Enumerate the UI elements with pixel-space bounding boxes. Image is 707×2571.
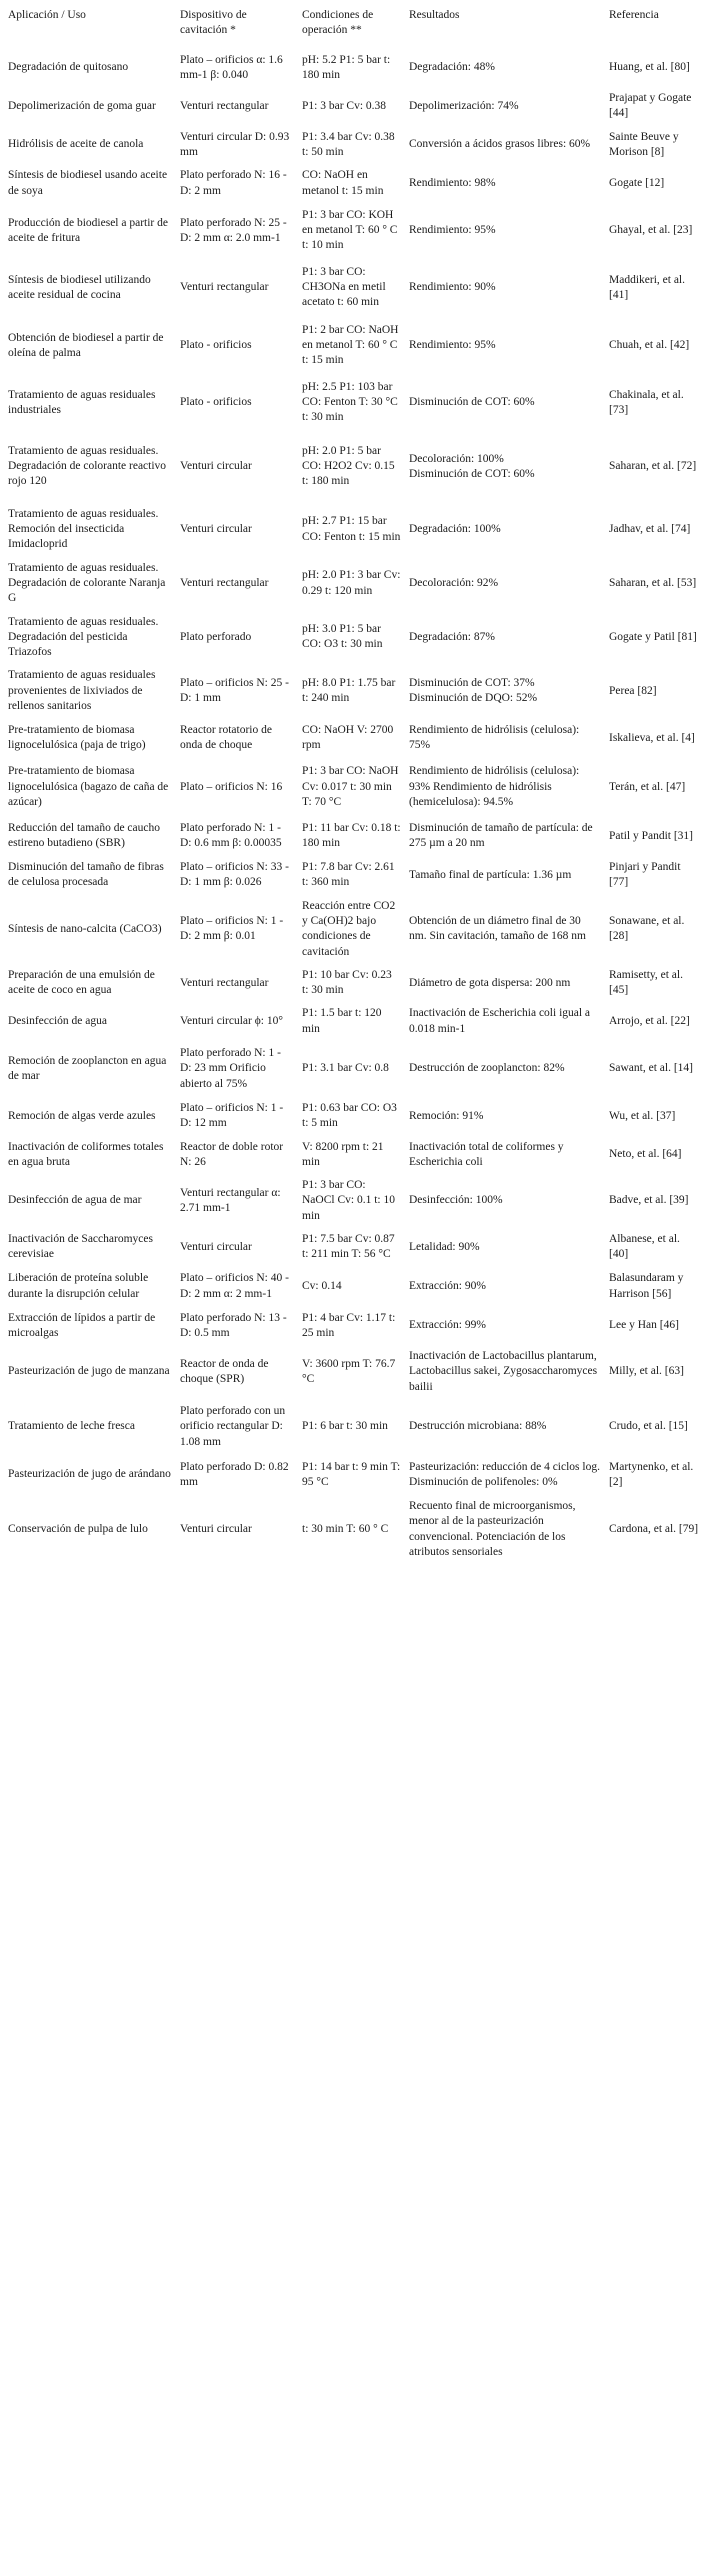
- cell-results: Depolimerización: 74%: [409, 99, 519, 112]
- cell-device: Plato – orificios N: 16: [180, 780, 283, 793]
- cell-reference: Chakinala, et al. [73]: [609, 388, 684, 416]
- cell-reference: Patil y Pandit [31]: [609, 829, 694, 842]
- cell-conditions: P1: 3 bar Cv: 0.38: [302, 99, 387, 112]
- cell-application: Degradación de quitosano: [8, 61, 129, 74]
- cell-reference: Terán, et al. [47]: [609, 780, 686, 793]
- cell-device: Venturi circular D: 0.93 mm: [180, 130, 290, 158]
- cell-device: Plato – orificios N: 33 - D: 1 mm β: 0.026: [180, 861, 289, 889]
- cell-device: Plato perforado N: 13 - D: 0.5 mm: [180, 1311, 287, 1339]
- cell-results: Recuento final de microorganismos, menor al de la pasteurización convencional. Potenciación de los atributos sensoriales: [409, 1499, 576, 1558]
- cell-results: Rendimiento de hidrólisis (celulosa): 93% Rendimiento de hidrólisis (hemicelulosa): 94.5%: [409, 765, 580, 808]
- cell-application: Pre-tratamiento de biomasa lignocelulósica (bagazo de caña de azúcar): [8, 765, 169, 808]
- cell-reference: Sainte Beuve y Morison [8]: [609, 130, 679, 158]
- table-row: [4, 758, 703, 816]
- table-row: [4, 1174, 703, 1228]
- cell-application: Remoción de algas verde azules: [8, 1109, 156, 1122]
- cell-device: Plato perforado D: 0.82 mm: [180, 1460, 289, 1488]
- cell-application: Síntesis de nano-calcita (CaCO3): [8, 922, 162, 935]
- cell-device: Venturi circular: [180, 523, 252, 536]
- table-row: [4, 1097, 703, 1136]
- cell-application: Conservación de pulpa de lulo: [8, 1522, 148, 1535]
- cell-reference: Chuah, et al. [42]: [609, 339, 690, 352]
- cell-conditions: V: 3600 rpm T: 76.7 °C: [302, 1357, 396, 1386]
- cell-application: Extracción de lípidos a partir de microalgas: [8, 1311, 156, 1339]
- cell-reference: Sawant, et al. [14]: [609, 1062, 693, 1075]
- cell-conditions: P1: 10 bar Cv: 0.23 t: 30 min: [302, 968, 392, 997]
- cell-reference: Arrojo, et al. [22]: [609, 1015, 690, 1028]
- cell-reference: Prajapat y Gogate [44]: [609, 92, 692, 120]
- table-row: [4, 1495, 703, 1564]
- table-row: [4, 126, 703, 165]
- cell-conditions: CO: NaOH V: 2700 rpm: [302, 723, 394, 752]
- table-row: [4, 49, 703, 88]
- table-row: [4, 375, 703, 431]
- cell-results: [405, 431, 605, 503]
- cell-device: Plato perforado: [180, 630, 252, 643]
- cell-application: Tratamiento de aguas residuales. Degradación de colorante Naranja G: [8, 561, 166, 605]
- cell-device: Reactor de doble rotor N: 26: [180, 1140, 284, 1168]
- cell-results: Obtención de un diámetro final de 30 nm. Sin cavitación, tamaño de 168 nm: [409, 915, 586, 943]
- cell-results: Extracción: 99%: [409, 1319, 486, 1332]
- cell-application: Síntesis de biodiesel usando aceite de soya: [8, 169, 168, 197]
- cell-conditions: P1: 3 bar CO: NaOCl Cv: 0.1 t: 10 min: [302, 1179, 395, 1222]
- cell-conditions: pH: 5.2 P1: 5 bar t: 180 min: [302, 53, 391, 81]
- cell-device: Venturi rectangular: [180, 281, 269, 294]
- cell-results: Disminución de COT: 60%: [409, 396, 535, 409]
- cell-conditions: t: 30 min T: 60 ° C: [302, 1522, 389, 1535]
- table-row: [4, 718, 703, 758]
- cell-device: Plato perforado N: 1 - D: 23 mm Orificio abierto al 75%: [180, 1047, 281, 1090]
- cell-results: Rendimiento: 90%: [409, 281, 496, 294]
- cell-conditions: P1: 3.4 bar Cv: 0.38 t: 50 min: [302, 130, 395, 158]
- table-row: [4, 1002, 703, 1041]
- cell-device: Plato – orificios α: 1.6 mm-1 β: 0.040: [180, 53, 283, 81]
- cell-reference: Gogate [12]: [609, 176, 665, 189]
- cell-device: Venturi circular: [180, 460, 252, 473]
- cell-application: Remoción de zooplancton en agua de mar: [8, 1054, 167, 1082]
- cell-device: Venturi circular: [180, 1522, 252, 1535]
- cell-results: Inactivación de Escherichia coli igual a 0.018 min-1: [409, 1007, 591, 1035]
- cell-application: Pasteurización de jugo de manzana: [8, 1365, 170, 1378]
- cell-conditions: pH: 8.0 P1: 1.75 bar t: 240 min: [302, 676, 396, 705]
- cell-application: Liberación de proteína soluble durante la disrupción celular: [8, 1272, 149, 1300]
- cell-application: Tratamiento de aguas residuales. Degradación de colorante reactivo rojo 120: [8, 444, 167, 488]
- cavitation-applications-table: [4, 4, 703, 1564]
- cell-application: Hidrólisis de aceite de canola: [8, 138, 144, 151]
- table-row: [4, 317, 703, 375]
- cell-conditions: P1: 1.5 bar t: 120 min: [302, 1007, 382, 1035]
- cell-reference: Lee y Han [46]: [609, 1319, 679, 1332]
- cell-application: Desinfección de agua: [8, 1015, 107, 1028]
- cell-conditions: Cv: 0.14: [302, 1279, 342, 1292]
- table-row: [4, 557, 703, 611]
- cell-conditions: P1: 3 bar CO: NaOH Cv: 0.017 t: 30 min T: 70 °C: [302, 765, 399, 808]
- cell-application: Tratamiento de aguas residuales. Remoción del insecticida Imidacloprid: [8, 507, 159, 551]
- cell-results: [405, 664, 605, 718]
- table-row: [4, 964, 703, 1003]
- table-row: [4, 431, 703, 503]
- table-row: [4, 1307, 703, 1346]
- cell-reference: Balasundaram y Harrison [56]: [609, 1272, 684, 1300]
- cell-reference: Ghayal, et al. [23]: [609, 224, 693, 237]
- table-row: [4, 1267, 703, 1307]
- cell-application: Inactivación de Saccharomyces cerevisiae: [8, 1232, 153, 1261]
- cell-conditions: V: 8200 rpm t: 21 min: [302, 1140, 384, 1168]
- cell-application: Tratamiento de aguas residuales industriales: [8, 388, 156, 416]
- cell-reference: Saharan, et al. [53]: [609, 576, 697, 589]
- table-body: [4, 49, 703, 1565]
- table-row: [4, 164, 703, 203]
- cell-conditions: pH: 3.0 P1: 5 bar CO: O3 t: 30 min: [302, 623, 383, 651]
- header-results: Resultados: [409, 9, 460, 21]
- cell-conditions: P1: 11 bar Cv: 0.18 t: 180 min: [302, 821, 401, 850]
- cell-results: Letalidad: 90%: [409, 1240, 480, 1253]
- cell-application: Disminución del tamaño de fibras de celulosa procesada: [8, 861, 164, 889]
- cell-reference: Albanese, et al. [40]: [609, 1232, 680, 1261]
- cell-reference: Sonawane, et al. [28]: [609, 915, 685, 943]
- table-row: [4, 1345, 703, 1399]
- cell-reference: Maddikeri, et al. [41]: [609, 273, 686, 301]
- cell-results: Inactivación de Lactobacillus plantarum, Lactobacillus sakei, Zygosaccharomyces bailii: [409, 1350, 598, 1393]
- cell-conditions: P1: 3.1 bar Cv: 0.8: [302, 1062, 389, 1075]
- cell-device: Reactor de onda de choque (SPR): [180, 1357, 269, 1386]
- cell-reference: Neto, et al. [64]: [609, 1148, 682, 1161]
- cell-device: Plato - orificios: [180, 339, 252, 352]
- cell-device: Plato perforado N: 1 - D: 0.6 mm β: 0.00035: [180, 821, 282, 850]
- table-row: [4, 87, 703, 126]
- cell-conditions: P1: 3 bar CO: KOH en metanol T: 60 ° C t: 10 min: [302, 208, 398, 252]
- cell-results: Conversión a ácidos grasos libres: 60%: [409, 138, 591, 151]
- cell-reference: Martynenko, et al. [2]: [609, 1460, 694, 1488]
- table-row: [4, 1399, 703, 1455]
- cell-results: Pasteurización: reducción de 4 ciclos log. Disminución de polifenoles: 0%: [409, 1460, 600, 1488]
- cell-conditions: Reacción entre CO2 y Ca(OH)2 bajo condiciones de cavitación: [302, 899, 396, 958]
- cell-application: Producción de biodiesel a partir de aceite de fritura: [8, 216, 168, 244]
- cell-device: Plato – orificios N: 1 - D: 12 mm: [180, 1102, 284, 1130]
- cell-application: Obtención de biodiesel a partir de oleína de palma: [8, 331, 164, 359]
- cell-results: Remoción: 91%: [409, 1109, 484, 1122]
- cell-application: Pasteurización de jugo de arándano: [8, 1468, 171, 1481]
- header-conditions: Condiciones de operación **: [302, 9, 374, 37]
- cell-conditions: CO: NaOH en metanol t: 15 min: [302, 169, 384, 197]
- cell-results: Rendimiento: 98%: [409, 176, 496, 189]
- cell-device: Plato – orificios N: 40 - D: 2 mm α: 2 mm-1: [180, 1272, 289, 1300]
- cell-reference: Pinjari y Pandit [77]: [609, 861, 681, 889]
- cell-device: Plato perforado con un orificio rectangular D: 1.08 mm: [180, 1405, 286, 1448]
- cell-reference: Huang, et al. [80]: [609, 61, 690, 74]
- cell-application: Inactivación de coliformes totales en agua bruta: [8, 1140, 164, 1168]
- cell-application: Desinfección de agua de mar: [8, 1194, 142, 1207]
- table-row: [4, 664, 703, 718]
- header-application: Aplicación / Uso: [8, 9, 86, 21]
- cell-device: Plato – orificios N: 1 - D: 2 mm β: 0.01: [180, 915, 284, 943]
- cell-reference: Badve, et al. [39]: [609, 1194, 689, 1207]
- cell-results: Extracción: 90%: [409, 1279, 486, 1292]
- cell-conditions: P1: 2 bar CO: NaOH en metanol T: 60 ° C t: 15 min: [302, 323, 399, 367]
- table-row: [4, 611, 703, 665]
- cell-reference: Jadhav, et al. [74]: [609, 523, 691, 536]
- cell-results: Diámetro de gota dispersa: 200 nm: [409, 976, 571, 989]
- cell-application: Tratamiento de aguas residuales provenientes de lixiviados de rellenos sanitarios: [8, 669, 156, 712]
- cell-device: Venturi rectangular: [180, 99, 269, 112]
- cell-conditions: P1: 7.8 bar Cv: 2.61 t: 360 min: [302, 861, 395, 889]
- header-reference: Referencia: [609, 9, 659, 21]
- table-row: [4, 1136, 703, 1175]
- result-line: Decoloración: 100%: [409, 452, 504, 465]
- cell-device: Venturi circular: [180, 1240, 252, 1253]
- cell-conditions: P1: 3 bar CO: CH3ONa en metil acetato t: 60 min: [302, 265, 386, 309]
- result-line: Disminución de DQO: 52%: [409, 692, 538, 705]
- cell-reference: Wu, et al. [37]: [609, 1109, 676, 1122]
- table-row: [4, 259, 703, 317]
- table-row: [4, 895, 703, 964]
- cell-reference: Gogate y Patil [81]: [609, 630, 697, 643]
- cell-conditions: P1: 6 bar t: 30 min: [302, 1420, 388, 1433]
- header-device: Dispositivo de cavitación *: [180, 9, 247, 37]
- cell-conditions: P1: 7.5 bar Cv: 0.87 t: 211 min T: 56 °C: [302, 1232, 395, 1261]
- cell-reference: Iskalieva, et al. [4]: [609, 731, 695, 744]
- cell-device: Venturi rectangular: [180, 976, 269, 989]
- result-line: Disminución de COT: 37%: [409, 676, 535, 689]
- cell-application: Tratamiento de leche fresca: [8, 1420, 135, 1433]
- table-row: [4, 1041, 703, 1097]
- cell-results: Rendimiento: 95%: [409, 339, 496, 352]
- table-row: [4, 1228, 703, 1267]
- cell-device: Plato perforado N: 16 - D: 2 mm: [180, 169, 287, 197]
- cell-device: Venturi circular ϕ: 10°: [180, 1015, 283, 1028]
- result-line: Disminución de COT: 60%: [409, 467, 535, 480]
- cell-results: Destrucción de zooplancton: 82%: [409, 1062, 565, 1075]
- cell-application: Pre-tratamiento de biomasa lignocelulósica (paja de trigo): [8, 723, 146, 752]
- cell-conditions: P1: 14 bar t: 9 min T: 95 °C: [302, 1460, 401, 1488]
- cell-application: Tratamiento de aguas residuales. Degradación del pesticida Triazofos: [8, 615, 159, 659]
- cell-results: Degradación: 87%: [409, 630, 495, 643]
- cell-device: Plato perforado N: 25 - D: 2 mm α: 2.0 mm-1: [180, 216, 287, 244]
- cell-conditions: pH: 2.0 P1: 5 bar CO: H2O2 Cv: 0.15 t: 180 min: [302, 444, 395, 488]
- cell-device: Venturi rectangular: [180, 576, 269, 589]
- table-row: [4, 503, 703, 557]
- cell-results: Degradación: 48%: [409, 61, 495, 74]
- cell-results: Decoloración: 92%: [409, 576, 499, 589]
- cell-reference: Ramisetty, et al. [45]: [609, 968, 683, 997]
- cell-results: Destrucción microbiana: 88%: [409, 1420, 547, 1433]
- table-row: [4, 1455, 703, 1495]
- cell-reference: Saharan, et al. [72]: [609, 460, 697, 473]
- cell-conditions: P1: 4 bar Cv: 1.17 t: 25 min: [302, 1311, 396, 1339]
- cell-application: Preparación de una emulsión de aceite de coco en agua: [8, 968, 155, 997]
- cell-device: Venturi rectangular α: 2.71 mm-1: [180, 1186, 281, 1215]
- cell-device: Plato - orificios: [180, 396, 252, 409]
- cell-results: Rendimiento: 95%: [409, 224, 496, 237]
- table-row: [4, 203, 703, 259]
- cell-results: Tamaño final de partícula: 1.36 µm: [409, 868, 572, 881]
- cell-conditions: pH: 2.7 P1: 15 bar CO: Fenton t: 15 min: [302, 515, 401, 543]
- cell-results: Desinfección: 100%: [409, 1194, 503, 1207]
- cell-device: Plato – orificios N: 25 - D: 1 mm: [180, 676, 289, 705]
- cell-conditions: pH: 2.5 P1: 103 bar CO: Fenton T: 30 °C t: 30 min: [302, 380, 398, 424]
- cell-conditions: P1: 0.63 bar CO: O3 t: 5 min: [302, 1102, 397, 1130]
- cell-results: Rendimiento de hidrólisis (celulosa): 75%: [409, 723, 580, 752]
- cell-application: Síntesis de biodiesel utilizando aceite residual de cocina: [8, 273, 151, 301]
- cell-results: Disminución de tamaño de partícula: de 275 µm a 20 nm: [409, 821, 593, 850]
- table-row: [4, 856, 703, 895]
- cell-reference: Milly, et al. [63]: [609, 1365, 684, 1378]
- cell-reference: Perea [82]: [609, 684, 657, 697]
- cell-reference: Cardona, et al. [79]: [609, 1522, 699, 1535]
- cell-results: Degradación: 100%: [409, 523, 501, 536]
- table-row: [4, 816, 703, 856]
- cell-device: Reactor rotatorio de onda de choque: [180, 723, 272, 752]
- header-row: [4, 4, 703, 49]
- cell-application: Reducción del tamaño de caucho estireno butadieno (SBR): [8, 821, 160, 850]
- cell-results: Inactivación total de coliformes y Escherichia coli: [409, 1140, 564, 1168]
- cell-reference: Crudo, et al. [15]: [609, 1420, 688, 1433]
- cell-application: Depolimerización de goma guar: [8, 99, 156, 112]
- cell-conditions: pH: 2.0 P1: 3 bar Cv: 0.29 t: 120 min: [302, 569, 401, 597]
